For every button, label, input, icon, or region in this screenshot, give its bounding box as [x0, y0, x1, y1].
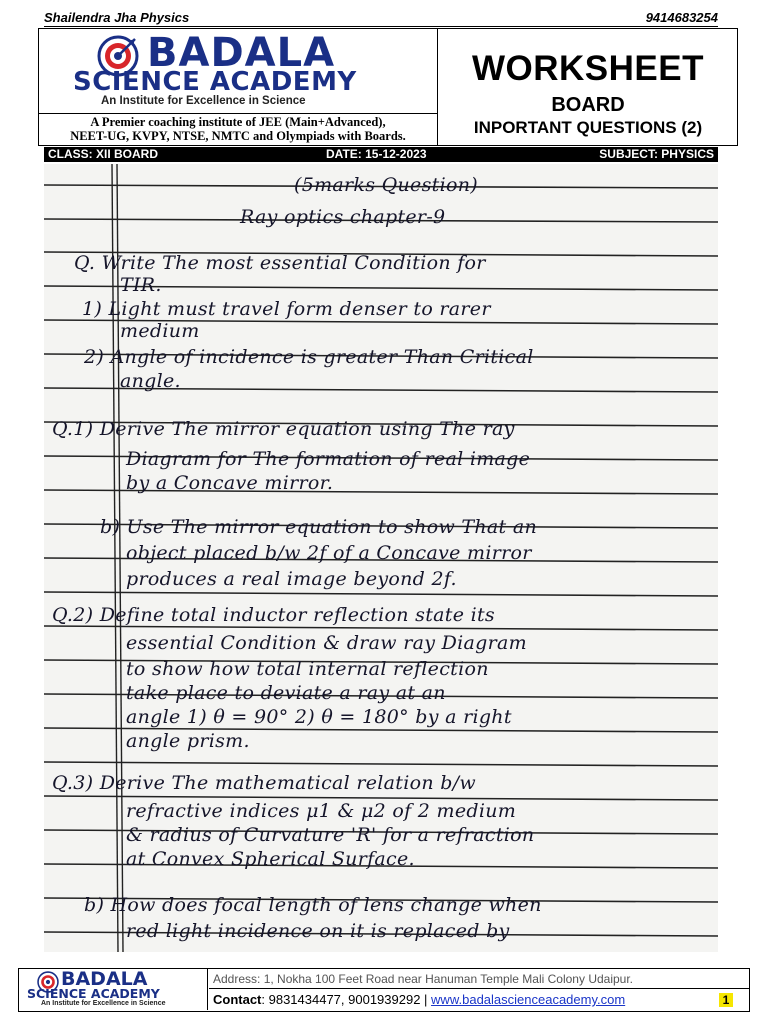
note-line-5: 1) Light must travel form denser to rarer	[82, 298, 491, 320]
worksheet-topic: INPORTANT QUESTIONS (2)	[473, 118, 703, 137]
subject-label: SUBJECT: PHYSICS	[599, 147, 714, 161]
note-line-21: Q.3) Derive The mathematical relation b/w	[52, 772, 476, 794]
brand-tagline: An Institute for Excellence in Science	[101, 95, 306, 107]
note-line-14: produces a real image beyond 2f.	[126, 568, 457, 590]
contact-numbers: : 9831434477, 9001939292 |	[261, 992, 432, 1007]
note-line-20: angle prism.	[126, 730, 250, 752]
note-line-23: & radius of Curvature 'R' for a refraction	[126, 824, 535, 846]
contact-label: Contact	[213, 992, 262, 1007]
institute-description-line2: NEET-UG, KVPY, NTSE, NMTC and Olympiads with Boards.	[70, 129, 406, 143]
brand-name-line1: BADALA	[147, 30, 336, 76]
academy-logo	[39, 29, 437, 113]
footer-brand-line1: BADALA	[61, 968, 148, 990]
note-line-1: (5marks Question)	[294, 174, 478, 196]
handwritten-notes-page	[44, 164, 718, 952]
worksheet-title: WORKSHEET	[472, 49, 704, 88]
footer-address: Address: 1, Nokha 100 Feet Road near Hanuman Temple Mali Colony Udaipur.	[209, 969, 749, 989]
top-rule	[44, 26, 718, 27]
institute-description-line1: A Premier coaching institute of JEE (Main+Advanced),	[90, 115, 386, 129]
class-label: CLASS: XII BOARD	[48, 147, 159, 161]
footer-brand-line2: SCIENCE ACADEMY	[27, 986, 160, 1001]
author-name: Shailendra Jha Physics	[44, 10, 190, 25]
note-line-19: angle 1) θ = 90° 2) θ = 180° by a right	[126, 706, 512, 728]
note-line-18: take place to deviate a ray at an	[126, 682, 446, 704]
class-info-bar	[44, 147, 718, 162]
worksheet-subtitle: BOARD	[551, 94, 625, 116]
header-divider-horizontal	[39, 113, 437, 114]
header-divider-vertical	[437, 29, 438, 145]
note-line-6: medium	[120, 320, 200, 342]
note-line-8: angle.	[120, 370, 181, 392]
website-link[interactable]: www.badalascienceacademy.com	[431, 992, 626, 1007]
page-footer	[18, 968, 750, 1012]
note-line-9: Q.1) Derive The mirror equation using The ray	[52, 418, 515, 440]
note-line-25: b) How does focal length of lens change when	[84, 894, 542, 916]
footer-tagline: An Institute for Excellence in Science	[41, 1000, 166, 1007]
note-line-11: by a Concave mirror.	[126, 472, 334, 494]
note-line-12: b) Use The mirror equation to show That an	[100, 516, 537, 538]
worksheet-header	[38, 28, 738, 146]
note-line-17: to show how total internal reflection	[126, 658, 489, 680]
footer-logo	[19, 969, 208, 1010]
top-strip	[44, 10, 718, 26]
brand-name-line2: SCIENCE ACADEMY	[73, 67, 357, 97]
author-phone: 9414683254	[645, 10, 718, 25]
note-line-26: red light incidence on it is replaced by	[126, 920, 510, 942]
note-line-4: TIR.	[120, 274, 162, 296]
note-line-7: 2) Angle of incidence is greater Than Critical	[84, 346, 534, 368]
note-line-16: essential Condition & draw ray Diagram	[126, 632, 527, 654]
note-line-24: at Convex Spherical Surface.	[126, 848, 415, 870]
note-line-13: object placed b/w 2f of a Concave mirror	[126, 542, 532, 564]
note-line-2: Ray optics chapter-9	[240, 206, 446, 228]
note-line-15: Q.2) Define total inductor reflection state its	[52, 604, 495, 626]
note-line-3: Q. Write The most essential Condition for	[74, 252, 486, 274]
note-line-10: Diagram for The formation of real image	[126, 448, 531, 470]
page-number: 1	[719, 993, 733, 1007]
date-label: DATE: 15-12-2023	[326, 147, 427, 161]
footer-contact	[209, 990, 749, 1010]
institute-description	[39, 115, 437, 143]
note-line-22: refractive indices μ1 & μ2 of 2 medium	[126, 800, 517, 822]
